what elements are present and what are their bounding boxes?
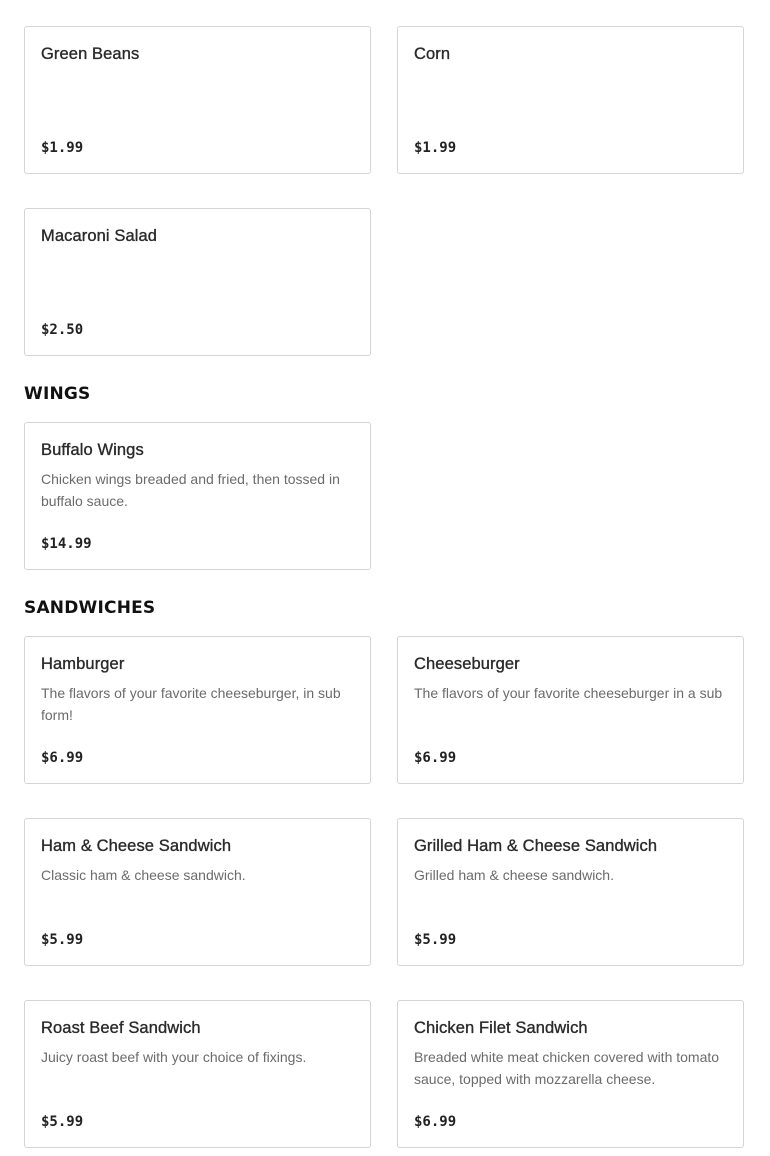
menu-item-card[interactable] xyxy=(24,1000,371,1148)
item-price: $6.99 xyxy=(41,750,84,766)
item-price: $6.99 xyxy=(414,1114,457,1130)
item-description: Chicken wings breaded and fried, then tossed in buffalo sauce. xyxy=(41,471,340,509)
item-name: Chicken Filet Sandwich xyxy=(414,1019,588,1037)
item-name: Cheeseburger xyxy=(414,655,520,673)
item-price: $2.50 xyxy=(41,322,84,338)
item-price: $6.99 xyxy=(414,750,457,766)
item-price: $5.99 xyxy=(41,1114,84,1130)
item-price: $5.99 xyxy=(414,932,457,948)
item-description: Juicy roast beef with your choice of fixings. xyxy=(41,1049,307,1065)
item-name: Ham & Cheese Sandwich xyxy=(41,837,232,855)
item-name: Buffalo Wings xyxy=(41,441,144,459)
item-name: Corn xyxy=(414,45,451,63)
item-name: Green Beans xyxy=(41,45,140,63)
menu-item-card[interactable] xyxy=(24,26,371,174)
item-description: Classic ham & cheese sandwich. xyxy=(41,867,246,883)
item-name: Roast Beef Sandwich xyxy=(41,1019,201,1037)
item-description: Grilled ham & cheese sandwich. xyxy=(414,867,614,883)
item-price: $1.99 xyxy=(41,140,84,156)
item-description: Breaded white meat chicken covered with tomato sauce, topped with mozzarella cheese. xyxy=(414,1049,720,1087)
item-name: Macaroni Salad xyxy=(41,227,158,245)
item-name: Hamburger xyxy=(41,655,125,673)
item-name: Grilled Ham & Cheese Sandwich xyxy=(414,837,658,855)
item-price: $1.99 xyxy=(414,140,457,156)
menu-item-card[interactable] xyxy=(24,636,371,784)
item-price: $14.99 xyxy=(41,536,92,552)
menu-item-card[interactable] xyxy=(397,1000,744,1148)
menu-item-card[interactable] xyxy=(397,636,744,784)
menu-item-card[interactable] xyxy=(24,208,371,356)
item-description: The flavors of your favorite cheeseburger in a sub xyxy=(414,685,723,701)
section-heading-wings: WINGS xyxy=(24,384,91,404)
item-price: $5.99 xyxy=(41,932,84,948)
menu-item-card[interactable] xyxy=(397,818,744,966)
section-heading-sandwiches: SANDWICHES xyxy=(24,598,156,618)
menu-item-card[interactable] xyxy=(24,818,371,966)
menu-item-card[interactable] xyxy=(24,422,371,570)
menu-item-card[interactable] xyxy=(397,26,744,174)
item-description: The flavors of your favorite cheeseburger, in sub form! xyxy=(41,685,341,723)
